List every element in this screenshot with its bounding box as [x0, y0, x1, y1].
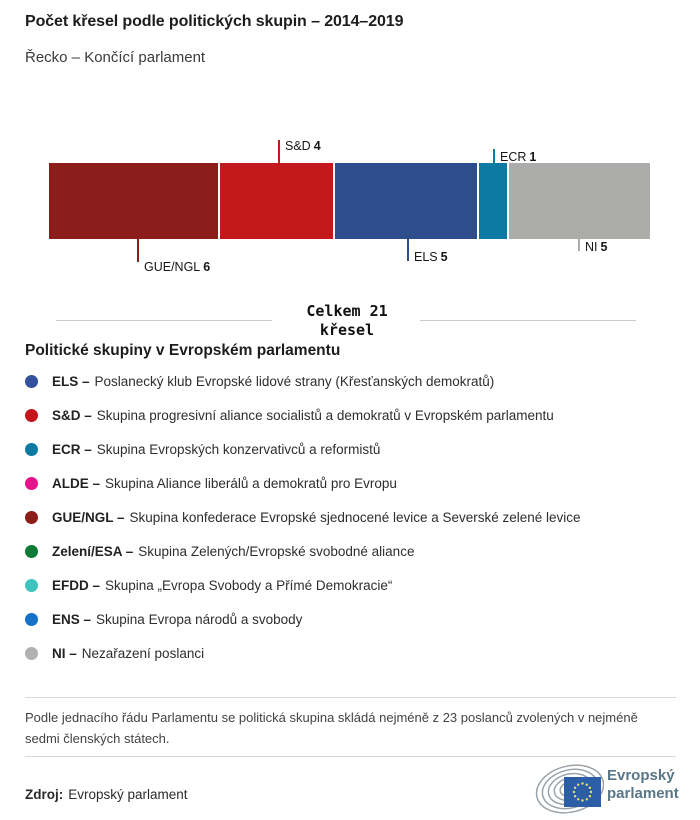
bar-label-ni [585, 240, 607, 254]
bar-label-ni-value: 5 [600, 240, 608, 254]
total-seats-line1: Celkem 21 [306, 302, 388, 320]
legend-desc: Skupina Evropských konzervativců a reformistů [96, 441, 381, 457]
legend-abbr: GUE/NGL – [52, 509, 125, 525]
legend-abbr: EFDD – [52, 577, 101, 593]
legend-item-els [25, 373, 494, 389]
legend-abbr: ALDE – [52, 475, 101, 491]
eu-flag-icon [564, 777, 601, 807]
legend-desc: Nezařazení poslanci [81, 645, 205, 661]
legend-abbr: NI – [52, 645, 77, 661]
bar-label-ecr-value: 1 [529, 150, 537, 164]
european-parliament-logo-icon [530, 762, 604, 816]
legend-item-ni [25, 645, 204, 661]
bar-segment-s-d [218, 163, 333, 239]
legend-dot-ecr [25, 443, 38, 456]
divider-below-footnote [25, 756, 676, 757]
legend-abbr: ECR – [52, 441, 92, 457]
source-label: Zdroj: [25, 787, 64, 802]
bar-label-gue-ngl-name: GUE/NGL [144, 260, 201, 274]
legend-item-sd [25, 407, 554, 423]
bar-label-sd-value: 4 [313, 139, 321, 153]
bar-segment-gue-ngl [49, 163, 218, 239]
total-seats-line2: křesel [319, 321, 375, 339]
legend-item-gue-ngl [25, 509, 581, 525]
legend-desc: Poslanecký klub Evropské lidové strany (Křesťanských demokratů) [94, 373, 495, 389]
legend-desc: Skupina Evropa národů a svobody [96, 611, 303, 627]
callout-tick-ecr [493, 149, 495, 163]
total-divider-right [420, 320, 636, 321]
bar-label-sd [285, 139, 321, 153]
bar-segment-els [333, 163, 476, 239]
callout-tick-gue-ngl [137, 239, 139, 262]
total-seats-annotation [272, 302, 422, 340]
legend-abbr: Zelení/ESA – [52, 543, 134, 559]
page-title: Počet křesel podle politických skupin – 2014–2019 [25, 13, 404, 30]
legend-dot-efdd [25, 579, 38, 592]
legend-desc: Skupina progresivní aliance socialistů a demokratů v Evropském parlamentu [96, 407, 554, 423]
bar-segment-ni [507, 163, 650, 239]
bar-segment-ecr [477, 163, 507, 239]
legend-dot-zeleni-esa [25, 545, 38, 558]
legend-desc: Skupina Zelených/Evropské svobodné aliance [138, 543, 415, 559]
legend-dot-els [25, 375, 38, 388]
legend-dot-alde [25, 477, 38, 490]
legend-dot-sd [25, 409, 38, 422]
divider-above-footnote [25, 697, 676, 698]
legend-dot-gue-ngl [25, 511, 38, 524]
source-line [25, 787, 188, 802]
legend-desc: Skupina „Evropa Svobody a Přímé Demokracie“ [105, 577, 393, 593]
callout-tick-ni [578, 239, 580, 251]
bar-label-sd-name: S&D [285, 139, 311, 153]
bar-label-gue-ngl [144, 260, 210, 274]
footnote-text: Podle jednacího řádu Parlamentu se politická skupina skládá nejméně z 23 poslanců zvolených v nejméně sedmi členských státech. [25, 710, 638, 746]
source-value: Evropský parlament [68, 787, 188, 802]
legend-desc: Skupina konfederace Evropské sjednocené levice a Severské zelené levice [129, 509, 581, 525]
legend-abbr: ELS – [52, 373, 90, 389]
legend-abbr: S&D – [52, 407, 92, 423]
legend-abbr: ENS – [52, 611, 92, 627]
legend-item-efdd [25, 577, 392, 593]
logo-wordmark-line2: parlament [607, 785, 679, 802]
bar-label-gue-ngl-value: 6 [203, 260, 211, 274]
bar-label-ecr-name: ECR [500, 150, 527, 164]
bar-label-ecr [500, 150, 536, 164]
legend-item-ecr [25, 441, 380, 457]
logo-wordmark [607, 767, 679, 803]
total-divider-left [56, 320, 272, 321]
page-subtitle: Řecko – Končící parlament [25, 49, 206, 66]
callout-tick-sd [278, 140, 280, 163]
legend-dot-ni [25, 647, 38, 660]
legend-item-alde [25, 475, 397, 491]
callout-tick-els [407, 239, 409, 261]
legend-dot-ens [25, 613, 38, 626]
bar-label-ni-name: NI [585, 240, 598, 254]
stacked-bar [49, 163, 650, 239]
legend-item-ens [25, 611, 302, 627]
bar-label-els-value: 5 [440, 250, 448, 264]
legend-desc: Skupina Aliance liberálů a demokratů pro Evropu [105, 475, 397, 491]
bar-label-els [414, 250, 448, 264]
legend-title: Politické skupiny v Evropském parlamentu [25, 342, 341, 359]
bar-label-els-name: ELS [414, 250, 438, 264]
logo-wordmark-line1: Evropský [607, 767, 675, 784]
legend-item-zeleni-esa [25, 543, 414, 559]
